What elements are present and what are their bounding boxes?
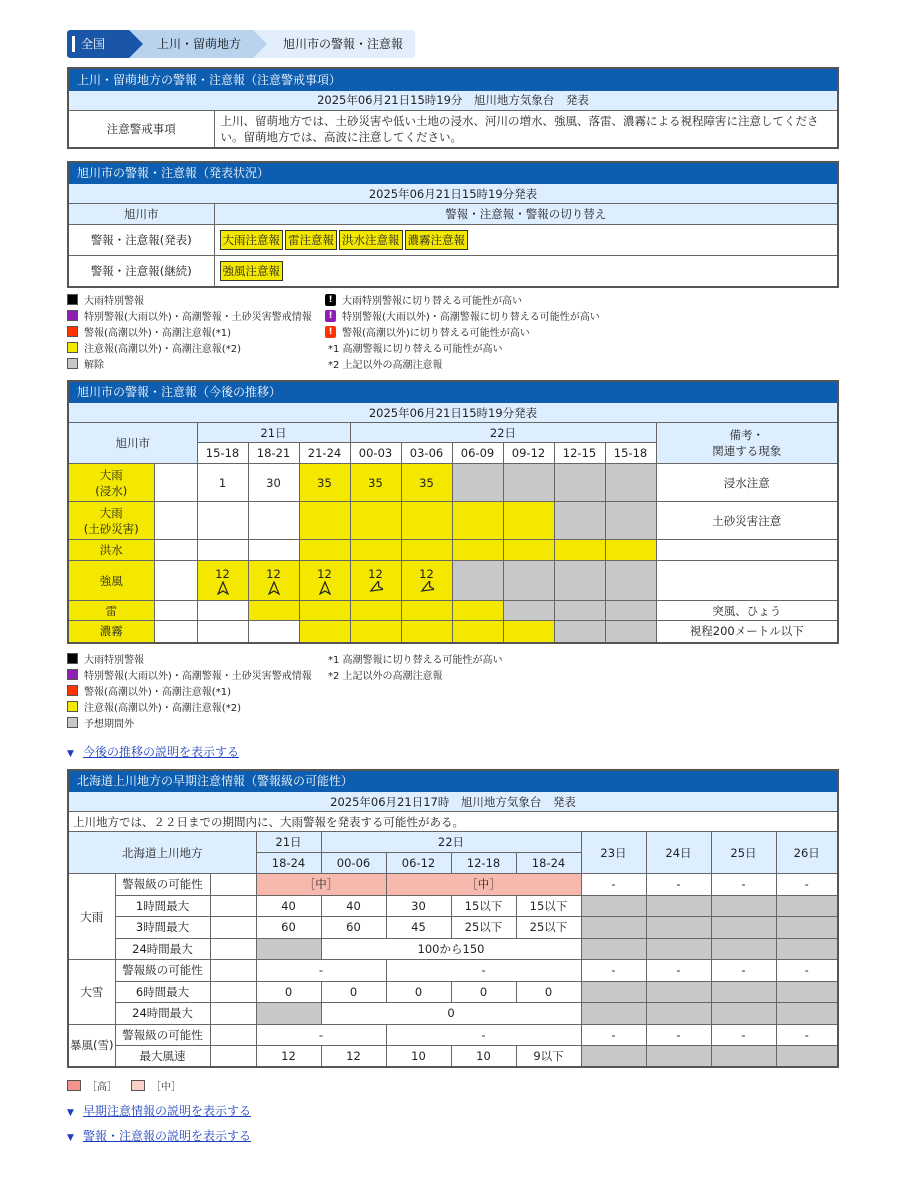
section-header: 北海道上川地方の早期注意情報（警報級の可能性） xyxy=(68,770,838,792)
forecast-cell xyxy=(503,464,554,502)
probability-cell: - xyxy=(256,1024,386,1046)
row-label: 警報級の可能性 xyxy=(115,960,210,982)
breadcrumb-region[interactable]: 上川・留萌地方 xyxy=(129,30,253,58)
time-header: 09-12 xyxy=(503,443,554,464)
day-cell xyxy=(646,917,711,939)
day-cell xyxy=(646,938,711,960)
remark-cell: 視程200メートル以下 xyxy=(656,621,838,643)
city-header: 旭川市 xyxy=(68,423,197,464)
day-cell xyxy=(776,1003,838,1025)
forecast-cell xyxy=(503,621,554,643)
forecast-cell xyxy=(605,464,656,502)
phenomenon-label: 大雨 (土砂災害) xyxy=(68,502,154,540)
forecast-cell xyxy=(554,621,605,643)
day-cell xyxy=(581,1003,646,1025)
forecast-cell xyxy=(299,561,350,601)
value-cell: 25以下 xyxy=(451,917,516,939)
value-cell: 10 xyxy=(386,1046,451,1068)
group-label: 大雨 xyxy=(68,874,115,960)
day-cell xyxy=(776,981,838,1003)
phenomenon-label: 雷 xyxy=(68,601,154,621)
legend-item: 注意報(高潮以外)・高潮注意報(*2) xyxy=(84,703,241,714)
value-cell: 0 xyxy=(451,981,516,1003)
early-warning-row xyxy=(68,1046,838,1068)
forecast-cell xyxy=(554,502,605,540)
time-header: 18-24 xyxy=(516,853,581,874)
legend-probability xyxy=(67,1078,839,1093)
early-warning-row xyxy=(68,981,838,1003)
transition-row xyxy=(68,540,838,561)
forecast-cell xyxy=(350,601,401,621)
issued-time: 2025年06月21日17時 旭川地方気象台 発表 xyxy=(68,792,838,812)
wind-arrow-icon xyxy=(267,581,281,595)
day-cell xyxy=(711,917,776,939)
legend-item: 予想期間外 xyxy=(84,719,134,730)
issued-row-label: 警報・注意報(発表) xyxy=(68,225,214,256)
group-label: 大雪 xyxy=(68,960,115,1025)
forecast-cell xyxy=(605,621,656,643)
early-warning-row xyxy=(68,895,838,917)
breadcrumb-national[interactable]: 全国 xyxy=(67,30,129,58)
swatch-gray xyxy=(67,717,78,728)
legend-item: 特別警報(大雨以外)・高潮警報に切り替える可能性が高い xyxy=(342,312,600,323)
forecast-cell xyxy=(554,540,605,561)
forecast-cell xyxy=(197,561,248,601)
remark-cell xyxy=(656,561,838,601)
exclamation-red-icon: ! xyxy=(325,326,336,338)
time-header: 15-18 xyxy=(605,443,656,464)
day-cell xyxy=(581,981,646,1003)
value-cell: 30 xyxy=(386,895,451,917)
time-header: 12-15 xyxy=(554,443,605,464)
value-cell: 0 xyxy=(516,981,581,1003)
time-header: 15-18 xyxy=(197,443,248,464)
legend-item: 警報(高潮以外)・高潮注意報(*1) xyxy=(84,328,231,339)
continued-row-label: 警報・注意報(継続) xyxy=(68,256,214,287)
probability-cell: - xyxy=(386,960,581,982)
time-header: 21-24 xyxy=(299,443,350,464)
wind-arrow-icon xyxy=(369,581,383,595)
forecast-cell xyxy=(248,601,299,621)
wind-arrow-icon xyxy=(420,581,434,595)
remark-cell: 浸水注意 xyxy=(656,464,838,502)
link-label: 警報・注意報の説明を表示する xyxy=(83,1129,252,1143)
breadcrumb xyxy=(67,30,839,58)
value-cell: 9以下 xyxy=(516,1046,581,1068)
transition-row xyxy=(68,502,838,540)
triangle-down-icon: ▼ xyxy=(67,1108,74,1118)
forecast-cell xyxy=(248,540,299,561)
legend-item: 注意報(高潮以外)・高潮注意報(*2) xyxy=(84,344,241,355)
spacer-cell xyxy=(210,981,256,1003)
day-cell: - xyxy=(581,960,646,982)
day-cell xyxy=(646,895,711,917)
value-cell: 12 xyxy=(321,1046,386,1068)
forecast-cell xyxy=(503,502,554,540)
early-warning-row xyxy=(68,874,838,896)
forecast-cell xyxy=(350,540,401,561)
forecast-cell xyxy=(197,621,248,643)
forecast-cell xyxy=(350,621,401,643)
day-cell: - xyxy=(776,1024,838,1046)
day-cell: - xyxy=(776,960,838,982)
day-header: 25日 xyxy=(711,832,776,874)
day-header: 23日 xyxy=(581,832,646,874)
triangle-down-icon: ▼ xyxy=(67,1133,74,1143)
spacer-cell xyxy=(210,917,256,939)
row-label: 注意警戒事項 xyxy=(68,110,214,148)
day-header: 22日 xyxy=(321,832,581,853)
swatch-red xyxy=(67,685,78,696)
phenomenon-label: 濃霧 xyxy=(68,621,154,643)
day-cell xyxy=(711,938,776,960)
day-cell xyxy=(581,895,646,917)
forecast-cell xyxy=(299,621,350,643)
forecast-cell xyxy=(554,464,605,502)
city-header: 旭川市 xyxy=(68,204,214,225)
value-cell xyxy=(256,938,321,960)
phenomenon-label: 強風 xyxy=(68,561,154,601)
day-cell xyxy=(581,917,646,939)
link-label: 早期注意情報の説明を表示する xyxy=(83,1104,252,1118)
breadcrumb-current: 旭川市の警報・注意報 xyxy=(253,30,415,58)
issued-time: 2025年06月21日15時19分発表 xyxy=(68,403,838,423)
row-label: 3時間最大 xyxy=(115,917,210,939)
value-cell: 100から150 xyxy=(321,938,581,960)
time-header: 12-18 xyxy=(451,853,516,874)
swatch-mid xyxy=(131,1080,145,1091)
day-header: 22日 xyxy=(350,423,656,443)
day-header: 26日 xyxy=(776,832,838,874)
swatch-black xyxy=(67,653,78,664)
forecast-cell: 35 xyxy=(350,464,401,502)
row-label: 24時間最大 xyxy=(115,1003,210,1025)
day-cell xyxy=(776,917,838,939)
level-cell xyxy=(154,561,197,601)
legend-note: *2 上記以外の高潮注意報 xyxy=(328,671,443,682)
forecast-cell: 1 xyxy=(197,464,248,502)
day-cell xyxy=(581,938,646,960)
level-cell xyxy=(154,621,197,643)
row-label: 警報級の可能性 xyxy=(115,874,210,896)
legend-item: 特別警報(大雨以外)・高潮警報・土砂災害警戒情報 xyxy=(84,312,312,323)
section-header: 上川・留萌地方の警報・注意報（注意警戒事項） xyxy=(68,68,838,90)
day-header: 21日 xyxy=(256,832,321,853)
wind-arrow-icon xyxy=(216,581,230,595)
legend-item: 解除 xyxy=(84,360,104,371)
value-cell: 25以下 xyxy=(516,917,581,939)
early-warning-table xyxy=(67,769,839,1069)
forecast-cell xyxy=(401,621,452,643)
swatch-gray xyxy=(67,358,78,369)
forecast-cell xyxy=(401,561,452,601)
day-cell: - xyxy=(711,960,776,982)
early-warning-row xyxy=(68,960,838,982)
day-cell xyxy=(776,938,838,960)
row-label: 24時間最大 xyxy=(115,938,210,960)
forecast-cell xyxy=(197,540,248,561)
swatch-red xyxy=(67,326,78,337)
spacer-cell xyxy=(210,1003,256,1025)
forecast-cell xyxy=(401,502,452,540)
section-header: 旭川市の警報・注意報（今後の推移） xyxy=(68,381,838,403)
spacer-cell xyxy=(210,938,256,960)
switch-header: 警報・注意報・警報の切り替え xyxy=(214,204,838,225)
forecast-cell xyxy=(605,601,656,621)
forecast-cell xyxy=(248,502,299,540)
legend-item: 警報(高潮以外)・高潮注意報(*1) xyxy=(84,687,231,698)
forecast-cell xyxy=(452,601,503,621)
link-label: 今後の推移の説明を表示する xyxy=(83,744,240,759)
group-label: 暴風(雪) xyxy=(68,1024,115,1067)
time-header: 06-09 xyxy=(452,443,503,464)
swatch-purple xyxy=(67,310,78,321)
day-cell xyxy=(581,1046,646,1068)
level-cell xyxy=(154,601,197,621)
value-cell: 0 xyxy=(256,981,321,1003)
remark-cell: 突風、ひょう xyxy=(656,601,838,621)
value-cell: 0 xyxy=(321,1003,581,1025)
forecast-cell xyxy=(350,561,401,601)
day-cell xyxy=(776,895,838,917)
value-cell: 0 xyxy=(321,981,386,1003)
day-cell xyxy=(711,981,776,1003)
swatch-yellow xyxy=(67,701,78,712)
phenomenon-label: 大雨 (浸水) xyxy=(68,464,154,502)
legend-note: *1 高潮警報に切り替える可能性が高い xyxy=(328,655,503,666)
forecast-cell xyxy=(503,561,554,601)
day-header: 24日 xyxy=(646,832,711,874)
swatch-yellow xyxy=(67,342,78,353)
level-cell xyxy=(154,502,197,540)
forecast-cell xyxy=(452,561,503,601)
forecast-transition-table xyxy=(67,380,839,644)
time-header: 18-24 xyxy=(256,853,321,874)
swatch-black xyxy=(67,294,78,305)
legend-item: ［中］ xyxy=(151,1082,181,1093)
badge-flood: 洪水注意報 xyxy=(339,230,403,250)
exclamation-purple-icon: ! xyxy=(325,310,336,322)
probability-cell: ［中］ xyxy=(256,874,386,896)
wind-speed: 12 xyxy=(419,566,434,581)
forecast-cell xyxy=(350,502,401,540)
forecast-cell xyxy=(401,601,452,621)
value-cell: 12 xyxy=(256,1046,321,1068)
value-cell: 60 xyxy=(256,917,321,939)
legend-item: 大雨特別警報 xyxy=(84,655,144,666)
forecast-cell xyxy=(248,621,299,643)
forecast-cell xyxy=(452,502,503,540)
level-cell xyxy=(154,540,197,561)
spacer-cell xyxy=(210,895,256,917)
caution-text: 上川、留萌地方では、土砂災害や低い土地の浸水、河川の増水、強風、落雷、濃霧による視程障害に注意してください。留萌地方では、高波に注意してください。 xyxy=(214,110,838,148)
forecast-cell xyxy=(452,540,503,561)
day-cell xyxy=(646,981,711,1003)
legend-transition xyxy=(67,651,839,731)
spacer-cell xyxy=(210,1046,256,1068)
badge-strong-wind: 強風注意報 xyxy=(220,261,284,281)
day-cell: - xyxy=(646,874,711,896)
day-cell xyxy=(711,895,776,917)
remark-cell: 土砂災害注意 xyxy=(656,502,838,540)
remark-cell xyxy=(656,540,838,561)
day-header: 21日 xyxy=(197,423,350,443)
forecast-cell xyxy=(605,561,656,601)
value-cell: 40 xyxy=(256,895,321,917)
row-label: 最大風速 xyxy=(115,1046,210,1068)
early-warning-row xyxy=(68,938,838,960)
legend-note: *1 高潮警報に切り替える可能性が高い xyxy=(328,344,503,355)
row-label: 6時間最大 xyxy=(115,981,210,1003)
legend-item: 大雨特別警報に切り替える可能性が高い xyxy=(342,296,522,307)
area-header: 北海道上川地方 xyxy=(68,832,256,874)
forecast-cell xyxy=(197,502,248,540)
forecast-cell xyxy=(299,601,350,621)
wind-speed: 12 xyxy=(368,566,383,581)
time-header: 00-03 xyxy=(350,443,401,464)
issued-time: 2025年06月21日15時19分 旭川地方気象台 発表 xyxy=(68,90,838,110)
day-cell: - xyxy=(581,874,646,896)
legend-item: 大雨特別警報 xyxy=(84,296,144,307)
transition-row xyxy=(68,601,838,621)
wind-arrow-icon xyxy=(318,581,332,595)
forecast-cell xyxy=(605,540,656,561)
forecast-cell: 35 xyxy=(401,464,452,502)
day-cell xyxy=(711,1046,776,1068)
spacer-cell xyxy=(210,874,256,896)
early-warning-row xyxy=(68,1003,838,1025)
value-cell: 15以下 xyxy=(516,895,581,917)
forecast-cell xyxy=(452,621,503,643)
swatch-purple xyxy=(67,669,78,680)
probability-cell: ［中］ xyxy=(386,874,581,896)
value-cell: 40 xyxy=(321,895,386,917)
day-cell: - xyxy=(711,1024,776,1046)
probability-cell: - xyxy=(256,960,386,982)
wind-speed: 12 xyxy=(215,566,230,581)
row-label: 1時間最大 xyxy=(115,895,210,917)
day-cell: - xyxy=(646,960,711,982)
regional-warning-table xyxy=(67,67,839,149)
swatch-high xyxy=(67,1080,81,1091)
value-cell: 10 xyxy=(451,1046,516,1068)
value-cell: 45 xyxy=(386,917,451,939)
spacer-cell xyxy=(210,960,256,982)
forecast-cell xyxy=(401,540,452,561)
show-warning-explanation-link[interactable] xyxy=(67,1127,251,1144)
badge-thunder: 雷注意報 xyxy=(285,230,337,250)
day-cell xyxy=(776,1046,838,1068)
day-cell xyxy=(646,1046,711,1068)
time-header: 18-21 xyxy=(248,443,299,464)
wind-speed: 12 xyxy=(266,566,281,581)
transition-row xyxy=(68,621,838,643)
forecast-cell xyxy=(503,601,554,621)
forecast-cell xyxy=(299,540,350,561)
forecast-cell xyxy=(503,540,554,561)
value-cell: 0 xyxy=(386,981,451,1003)
triangle-down-icon: ▼ xyxy=(67,748,74,759)
day-cell: - xyxy=(711,874,776,896)
day-cell: - xyxy=(581,1024,646,1046)
transition-row xyxy=(68,561,838,601)
day-cell xyxy=(646,1003,711,1025)
day-cell: - xyxy=(646,1024,711,1046)
early-warning-row xyxy=(68,1024,838,1046)
show-early-warning-explanation-link[interactable] xyxy=(67,1102,251,1119)
early-warning-row xyxy=(68,917,838,939)
forecast-cell xyxy=(452,464,503,502)
level-cell xyxy=(154,464,197,502)
legend-item: ［高］ xyxy=(87,1082,117,1093)
forecast-cell xyxy=(605,502,656,540)
time-header: 00-06 xyxy=(321,853,386,874)
show-transition-explanation-link[interactable] xyxy=(67,743,239,760)
value-cell: 15以下 xyxy=(451,895,516,917)
forecast-cell xyxy=(299,502,350,540)
forecast-cell: 30 xyxy=(248,464,299,502)
badge-fog: 濃霧注意報 xyxy=(405,230,469,250)
value-cell xyxy=(256,1003,321,1025)
spacer-cell xyxy=(210,1024,256,1046)
probability-cell: - xyxy=(386,1024,581,1046)
badge-heavy-rain: 大雨注意報 xyxy=(220,230,284,250)
issued-time: 2025年06月21日15時19分発表 xyxy=(68,184,838,204)
row-label: 警報級の可能性 xyxy=(115,1024,210,1046)
transition-row xyxy=(68,464,838,502)
day-cell: - xyxy=(776,874,838,896)
time-header: 06-12 xyxy=(386,853,451,874)
section-header: 旭川市の警報・注意報（発表状況） xyxy=(68,162,838,184)
forecast-cell xyxy=(554,561,605,601)
time-header: 03-06 xyxy=(401,443,452,464)
remarks-header: 備考・ 関連する現象 xyxy=(656,423,838,464)
legend-status xyxy=(67,292,839,372)
city-status-table xyxy=(67,161,839,288)
value-cell: 60 xyxy=(321,917,386,939)
phenomenon-label: 洪水 xyxy=(68,540,154,561)
legend-item: 特別警報(大雨以外)・高潮警報・土砂災害警戒情報 xyxy=(84,671,312,682)
forecast-cell xyxy=(248,561,299,601)
wind-speed: 12 xyxy=(317,566,332,581)
forecast-cell: 35 xyxy=(299,464,350,502)
forecast-cell xyxy=(197,601,248,621)
legend-note: *2 上記以外の高潮注意報 xyxy=(328,360,443,371)
day-cell xyxy=(711,1003,776,1025)
legend-item: 警報(高潮以外)に切り替える可能性が高い xyxy=(342,328,530,339)
exclamation-black-icon: ! xyxy=(325,294,336,306)
forecast-cell xyxy=(554,601,605,621)
summary-text: 上川地方では、２２日までの期間内に、大雨警報を発表する可能性がある。 xyxy=(68,812,838,832)
